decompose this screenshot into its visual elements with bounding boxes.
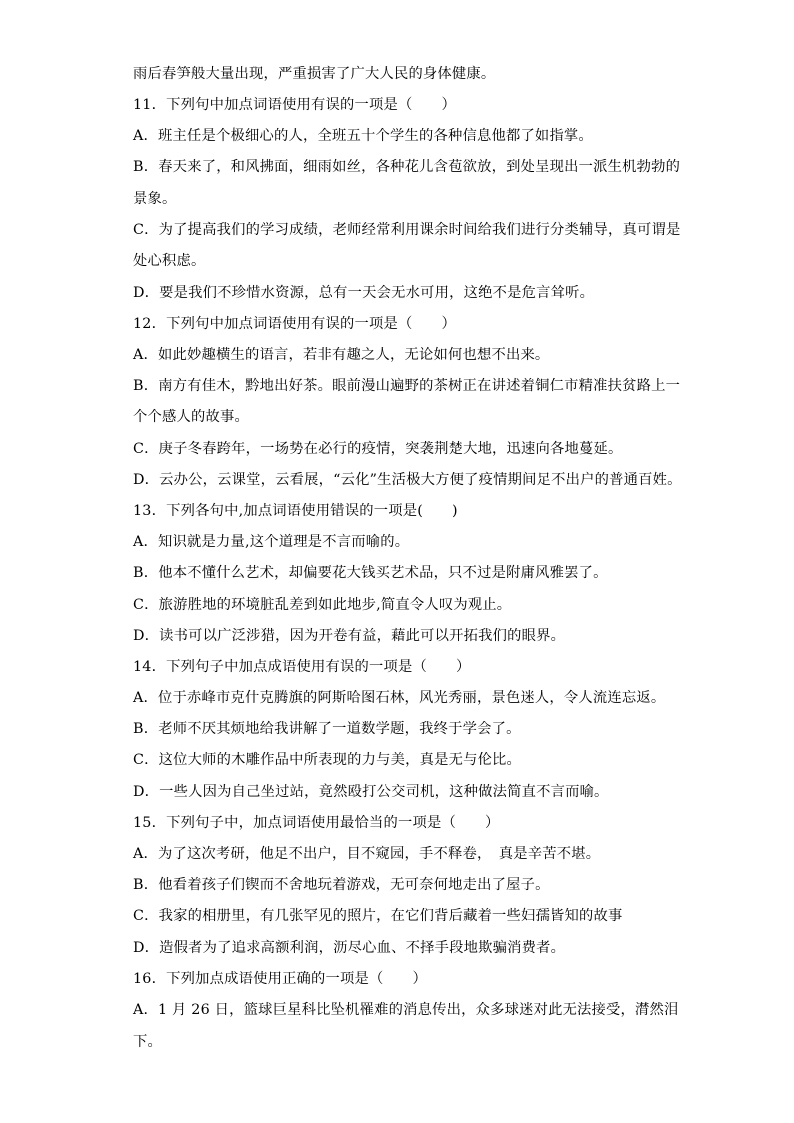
text-line: 雨后春笋般大量出现，严重损害了广大人民的身体健康。 — [133, 66, 496, 82]
question-14-stem: 14．下列句子中加点成语使用有误的一项是（ ） — [133, 659, 471, 675]
question-13-option-b: B．他本不懂什么艺术，却偏要花大钱买艺术品，只不过是附庸风雅罢了。 — [133, 565, 608, 581]
question-11-option-a: A．班主任是个极细心的人，全班五十个学生的各种信息他都了如指掌。 — [133, 128, 593, 144]
question-13-option-c: C．旅游胜地的环境脏乱差到如此地步,简直令人叹为观止。 — [133, 597, 512, 613]
question-12-stem: 12．下列句中加点词语使用有误的一项是（ ） — [133, 316, 457, 332]
question-13-stem: 13．下列各句中,加点词语使用错误的一项是( ) — [133, 503, 458, 519]
question-11-option-c-cont: 处心积虑。 — [133, 253, 206, 269]
question-14-option-c: C．这位大师的木雕作品中所表现的力与美，真是无与伦比。 — [133, 752, 522, 768]
question-12-option-d: D．云办公，云课堂，云看展，“云化”生活极大方便了疫情期间足不出户的普通百姓。 — [133, 472, 682, 488]
question-15-option-b: B．他看着孩子们锲而不舍地玩着游戏，无可奈何地走出了屋子。 — [133, 877, 550, 893]
question-15-option-c: C．我家的相册里，有几张罕见的照片，在它们背后藏着一些妇孺皆知的故事 — [133, 908, 623, 924]
question-13-option-a: A．知识就是力量,这个道理是不言而喻的。 — [133, 534, 410, 550]
question-14-option-d: D．一些人因为自己坐过站，竟然殴打公交司机，这种做法简直不言而喻。 — [133, 784, 609, 800]
question-11-stem: 11．下列句中加点词语使用有误的一项是（ ） — [133, 97, 457, 113]
question-12-option-c: C．庚子冬春跨年，一场势在必行的疫情，突袭荆楚大地，迅速向各地蔓延。 — [133, 441, 623, 457]
question-16-stem: 16．下列加点成语使用正确的一项是（ ） — [133, 971, 428, 987]
question-15-option-a: A．为了这次考研，他足不出户，目不窥园，手不释卷， 真是辛苦不堪。 — [133, 846, 601, 862]
question-15-stem: 15．下列句子中，加点词语使用最恰当的一项是（ ） — [133, 815, 500, 831]
question-14-option-a: A．位于赤峰市克什克腾旗的阿斯哈图石林，风光秀丽，景色迷人，令人流连忘返。 — [133, 690, 666, 706]
question-13-option-d: D．读书可以广泛涉猎，因为开卷有益，藉此可以开拓我们的眼界。 — [133, 628, 566, 644]
question-11-option-c: C．为了提高我们的学习成绩，老师经常利用课余时间给我们进行分类辅导，真可谓是 — [133, 222, 681, 238]
question-11-option-b: B．春天来了，和风拂面，细雨如丝，各种花儿含苞欲放，到处呈现出一派生机勃勃的 — [133, 159, 681, 175]
question-12-option-a: A．如此妙趣横生的语言，若非有趣之人，无论如何也想不出来。 — [133, 347, 550, 363]
question-12-option-b: B．南方有佳木，黔地出好茶。眼前漫山遍野的茶树正在讲述着铜仁市精准扶贫路上一 — [133, 378, 681, 394]
question-16-option-a-cont: 下。 — [133, 1034, 162, 1050]
question-11-option-d: D．要是我们不珍惜水资源，总有一天会无水可用，这绝不是危言耸听。 — [133, 285, 595, 301]
question-12-option-b-cont: 个个感人的故事。 — [133, 409, 249, 425]
question-16-option-a: A．1 月 26 日，篮球巨星科比坠机罹难的消息传出，众多球迷对此无法接受，潸然泪 — [133, 1002, 679, 1018]
question-14-option-b: B．老师不厌其烦地给我讲解了一道数学题，我终于学会了。 — [133, 721, 521, 737]
question-15-option-d: D．造假者为了追求高额利润，沥尽心血、不择手段地欺骗消费者。 — [133, 940, 566, 956]
question-11-option-b-cont: 景象。 — [133, 191, 177, 207]
